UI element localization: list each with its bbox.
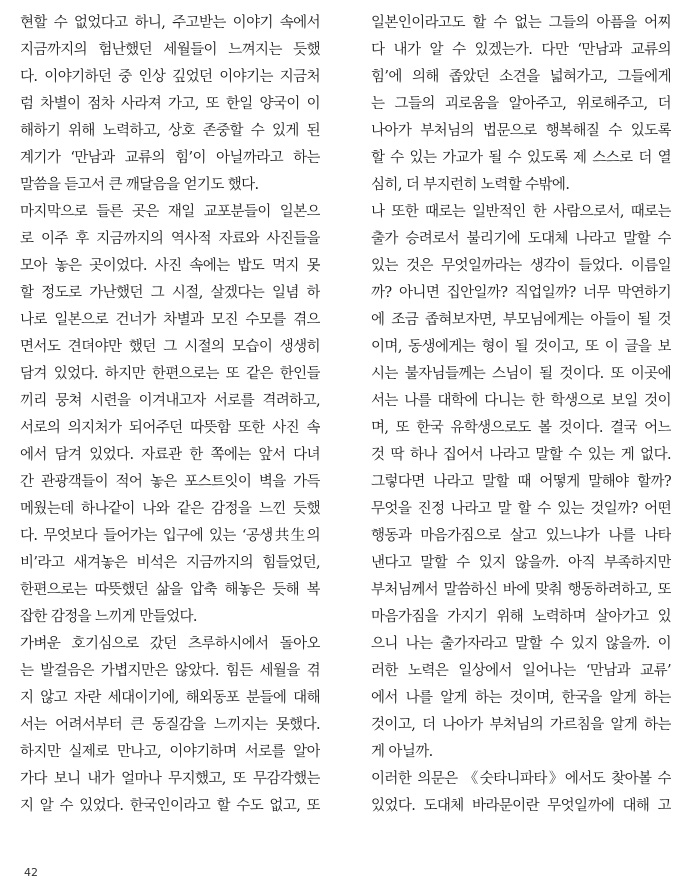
- text-line: 서는 어려서부터 큰 동질감을 느끼지는 못했다.: [20, 717, 320, 733]
- text-line: 는 발걸음은 가볍지만은 않았다. 힘든 세월을 겪: [20, 663, 320, 679]
- text-line: 에서 담겨 있었다. 자료관 한 쪽에는 앞서 다녀: [20, 447, 320, 463]
- text-line: 지 않고 자란 세대이기에, 해외동포 분들에 대해: [20, 690, 320, 706]
- right-text-column: [371, 10, 671, 820]
- text-line: 나아가 부처님의 법문으로 행복해질 수 있도록: [371, 123, 671, 139]
- text-line: 담겨 있었다. 하지만 한편으로는 또 같은 한인들: [20, 366, 320, 382]
- text-line: 이며, 동생에게는 형이 될 것이고, 또 이 글을 보: [371, 339, 671, 355]
- text-line: 다. 이야기하던 중 인상 깊었던 이야기는 지금처: [20, 69, 320, 85]
- text-line: 할 정도로 가난했던 그 시절, 살겠다는 일념 하: [20, 285, 320, 301]
- text-line: 할 수 있는 가교가 될 수 있도록 제 스스로 더 열: [371, 150, 671, 166]
- text-line: 계기가 ‘만남과 교류의 힘’이 아닐까라고 하는: [20, 150, 320, 166]
- text-line: 며, 또 한국 유학생으로도 볼 것이다. 결국 어느: [371, 420, 671, 436]
- text-line: 것 딱 하나 집어서 나라고 말할 수 있는 게 없다.: [371, 447, 671, 463]
- text-line: 현할 수 없었다고 하니, 주고받는 이야기 속에서: [20, 15, 320, 31]
- text-line: 마음가짐을 가지기 위해 노력하며 살아가고 있: [371, 609, 671, 625]
- text-line: 있었다. 도대체 바라문이란 무엇일까에 대해 고: [371, 798, 671, 814]
- text-line: 에 조금 좁혀보자면, 부모님에게는 아들이 될 것: [371, 312, 671, 328]
- text-line: 마지막으로 들른 곳은 재일 교포분들이 일본으: [20, 204, 320, 220]
- text-line: 게 아닐까.: [371, 744, 433, 760]
- text-line: 까? 아니면 집안일까? 직업일까? 너무 막연하기: [371, 285, 671, 301]
- text-line: 지금까지의 험난했던 세월들이 느껴지는 듯했: [20, 42, 320, 58]
- text-line: 가다 보니 내가 얼마나 무지했고, 또 무감각했는: [20, 771, 320, 787]
- text-line: 힘’에 의해 좁았던 소견을 넓혀가고, 그들에게: [371, 69, 671, 85]
- text-line: 간 관광객들이 적어 놓은 포스트잇이 벽을 가득: [20, 474, 320, 490]
- text-line: 있는 것은 무엇일까라는 생각이 들었다. 이름일: [371, 258, 671, 274]
- text-line: 로 이주 후 지금까지의 역사적 자료와 사진들을: [20, 231, 320, 247]
- text-line: 심히, 더 부지런히 노력할 수밖에.: [371, 177, 570, 193]
- text-line: 메웠는데 하나같이 나와 같은 감정을 느낀 듯했: [20, 501, 320, 517]
- text-line: 나로 일본으로 건너가 차별과 모진 수모를 겪으: [20, 312, 320, 328]
- text-line: 비’라고 새겨놓은 비석은 지금까지의 힘들었던,: [20, 555, 320, 571]
- text-line: 것이고, 더 나아가 부처님의 가르침을 알게 하는: [371, 717, 671, 733]
- text-line: 시는 불자님들께는 스님이 될 것이다. 또 이곳에: [371, 366, 671, 382]
- text-line: 다 내가 알 수 있겠는가. 다만 ‘만남과 교류의: [371, 42, 671, 58]
- text-line: 럼 차별이 점차 사라져 가고, 또 한일 양국이 이: [20, 96, 320, 112]
- text-line: 나 또한 때로는 일반적인 한 사람으로서, 때로는: [371, 204, 671, 220]
- text-line: 그렇다면 나라고 말할 때 어떻게 말해야 할까?: [371, 474, 671, 490]
- text-line: 가벼운 호기심으로 갔던 츠루하시에서 돌아오: [20, 636, 320, 652]
- text-line: 일본인이라고도 할 수 없는 그들의 아픔을 어찌: [371, 15, 671, 31]
- text-line: 서로의 의지처가 되어주던 따뜻함 또한 사진 속: [20, 420, 320, 436]
- text-line: 하지만 실제로 만나고, 이야기하며 서로를 알아: [20, 744, 320, 760]
- text-line: 는 그들의 괴로움을 알아주고, 위로해주고, 더: [371, 96, 671, 112]
- text-line: 면서도 견뎌야만 했던 그 시절의 모습이 생생히: [20, 339, 320, 355]
- text-line: 다. 무엇보다 들어가는 입구에 있는 ‘공생共生의: [20, 528, 320, 544]
- page-number: 42: [24, 866, 38, 879]
- text-line: 부처님께서 말씀하신 바에 맞춰 행동하려하고, 또: [371, 582, 671, 598]
- text-line: 잡한 감정을 느끼게 만들었다.: [20, 609, 197, 625]
- text-line: 모아 놓은 곳이었다. 사진 속에는 밥도 먹지 못: [20, 258, 320, 274]
- left-text-column: [20, 10, 320, 820]
- text-line: 한편으로는 따뜻했던 삶을 압축 해놓은 듯해 복: [20, 582, 320, 598]
- text-line: 행동과 마음가짐으로 살고 있느냐가 나를 나타: [371, 528, 671, 544]
- text-line: 서는 나를 대학에 다니는 한 학생으로 보일 것이: [371, 393, 671, 409]
- text-line: 이러한 의문은 《숫타니파타》에서도 찾아볼 수: [371, 771, 671, 787]
- text-line: 끼리 뭉쳐 시련을 이겨내고자 서로를 격려하고,: [20, 393, 320, 409]
- text-line: 출가 승려로서 불리기에 도대체 나라고 말할 수: [371, 231, 671, 247]
- text-line: 으니 나는 출가자라고 말할 수 있지 않을까. 이: [371, 636, 671, 652]
- text-line: 러한 노력은 일상에서 일어나는 ‘만남과 교류’: [371, 663, 671, 679]
- text-line: 해하기 위해 노력하고, 상호 존중할 수 있게 된: [20, 123, 320, 139]
- text-line: 낸다고 말할 수 있지 않을까. 아직 부족하지만: [371, 555, 671, 571]
- text-line: 지 알 수 있었다. 한국인이라고 할 수도 없고, 또: [20, 798, 320, 814]
- text-line: 에서 나를 알게 하는 것이며, 한국을 알게 하는: [371, 690, 671, 706]
- text-line: 말씀을 듣고서 큰 깨달음을 얻기도 했다.: [20, 177, 259, 193]
- text-line: 무엇을 진정 나라고 말 할 수 있는 것일까? 어떤: [371, 501, 671, 517]
